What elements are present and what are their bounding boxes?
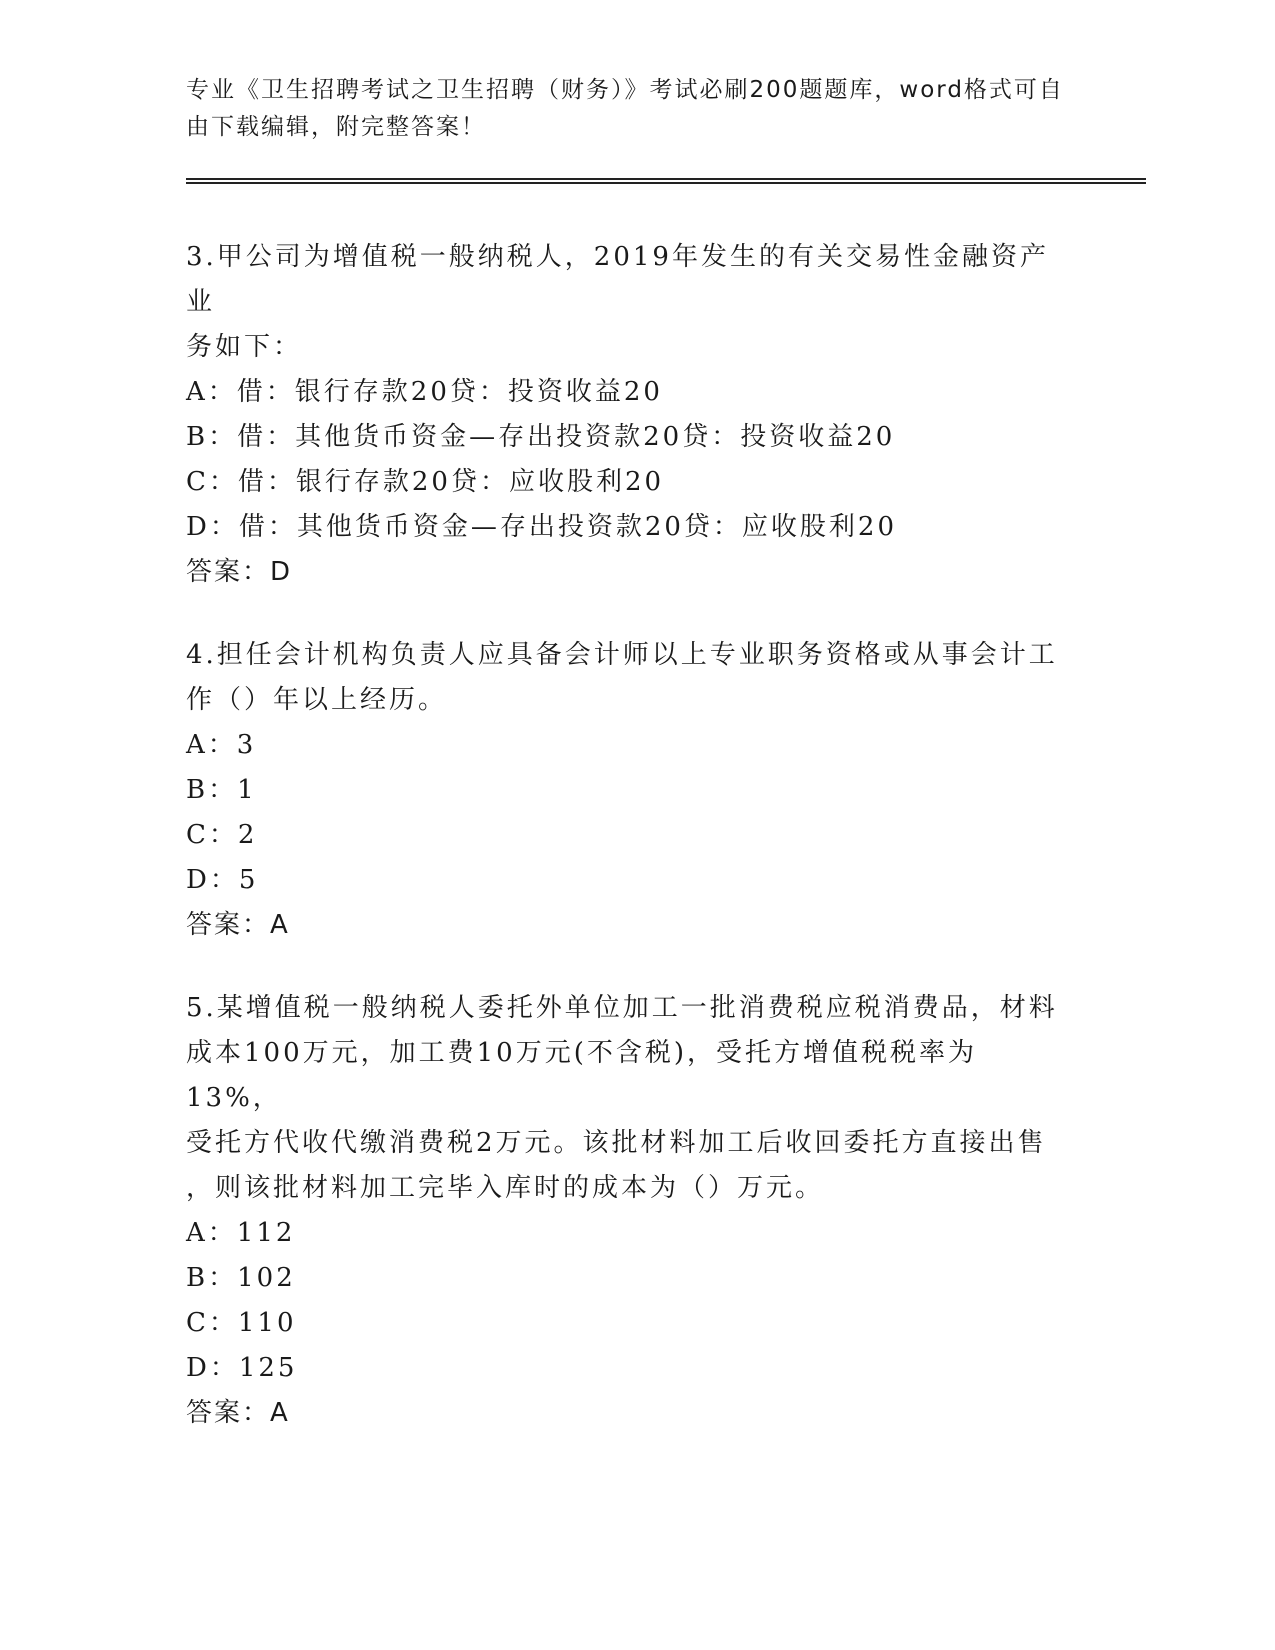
header-line-2: 由下载编辑，附完整答案！	[186, 114, 486, 140]
question-5	[186, 986, 1066, 1436]
option-b: B：1	[186, 775, 257, 805]
answer-line: 答案：A	[186, 910, 290, 940]
option-c: C：2	[186, 820, 258, 850]
question-stem-line: 作（）年以上经历。	[186, 685, 448, 715]
option-d: D：5	[186, 865, 259, 895]
option-b: B：借：其他货币资金—存出投资款20贷：投资收益20	[186, 422, 896, 452]
question-stem-line: 成本100万元，加工费10万元(不含税)，受托方增值税税率为13%，	[186, 1038, 977, 1113]
document-header	[186, 72, 1066, 146]
option-a: A：借：银行存款20贷：投资收益20	[186, 377, 663, 407]
option-c: C：借：银行存款20贷：应收股利20	[186, 467, 665, 497]
option-a: A：112	[186, 1218, 296, 1248]
question-4	[186, 633, 1066, 948]
question-3	[186, 235, 1066, 595]
question-stem-line: ，则该批材料加工完毕入库时的成本为（）万元。	[186, 1173, 825, 1203]
answer-line: 答案：D	[186, 557, 293, 587]
question-stem-line: 5.某增值税一般纳税人委托外单位加工一批消费税应税消费品，材料	[186, 993, 1058, 1023]
header-line-1: 专业《卫生招聘考试之卫生招聘（财务）》考试必刷200题题库，word格式可自	[186, 77, 1064, 103]
document-page	[186, 0, 1146, 1650]
question-stem-line: 3.甲公司为增值税一般纳税人，2019年发生的有关交易性金融资产业	[186, 242, 1049, 317]
option-b: B：102	[186, 1263, 296, 1293]
answer-line: 答案：A	[186, 1398, 290, 1428]
option-c: C：110	[186, 1308, 297, 1338]
option-a: A：3	[186, 730, 257, 760]
header-double-rule	[186, 178, 1146, 184]
option-d: D：125	[186, 1353, 298, 1383]
question-stem-line: 务如下：	[186, 332, 303, 362]
question-list	[186, 235, 1066, 1474]
option-d: D：借：其他货币资金—存出投资款20贷：应收股利20	[186, 512, 898, 542]
question-stem-line: 4.担任会计机构负责人应具备会计师以上专业职务资格或从事会计工	[186, 640, 1058, 670]
question-stem-line: 受托方代收代缴消费税2万元。该批材料加工后收回委托方直接出售	[186, 1128, 1047, 1158]
